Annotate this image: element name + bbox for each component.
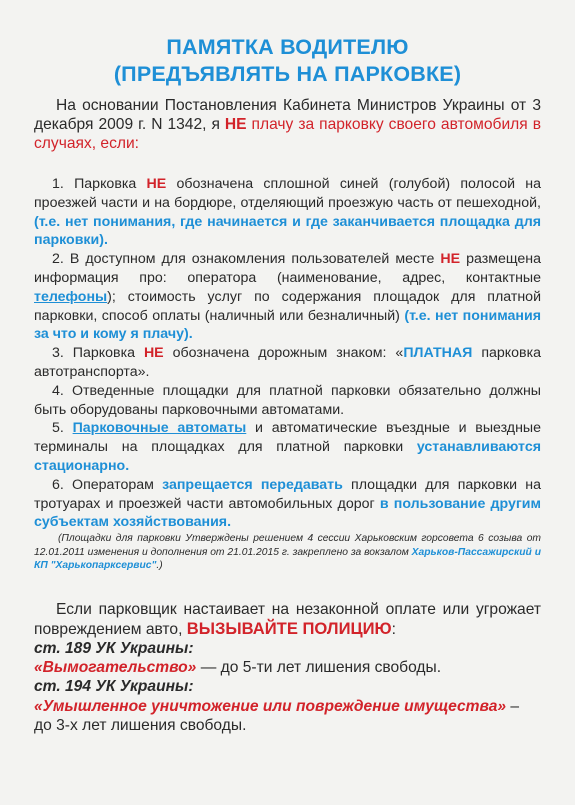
list-item-4: 4. Отведенные площадки для платной парковки обязательно должны быть оборудованы парковочными автоматами. [34,382,541,418]
intro-paragraph [34,96,541,153]
intro-text: На основании Постановления Кабинета Министров Украины от 3 декабря 2009 г. N 1342, я [34,97,541,133]
conditions-list [34,175,541,573]
phones-highlight: телефоны [34,288,108,305]
title-line-1: ПАМЯТКА ВОДИТЕЛЮ [166,35,409,59]
police-paragraph: Если парковщик настаивает на незаконной оплате или угрожает повреждением авто, ВЫЗЫВАЙТЕ ПОЛИЦИЮ: [34,600,541,638]
list-item-3: 3. Парковка НЕ обозначена дорожным знаком: «ПЛАТНАЯ парковка автотранспорта». [34,345,541,380]
intro-ne: НЕ [224,116,247,133]
list-item-6: 6. Операторам запрещается передавать площадки для парковки на тротуарах и проезжей части автомобильных дорог в пользование другим субъектам хозяйствования. [34,476,542,531]
article-194: ст. 194 УК Украины: [34,678,194,696]
article-189: ст. 189 УК Украины: [34,640,194,658]
police-section [34,600,541,735]
list-item-1: 1. Парковка НЕ обозначена сплошной синей (голубой) полосой на проезжей части и на бордюре, отделяющий проезжую часть от пешеходной, (т.е. нет понимания, где начинается и где заканчивается площадка для парковки). [34,176,541,249]
memo-title [34,34,541,88]
title-line-2: (ПРЕДЪЯВЛЯТЬ НА ПАРКОВКЕ) [113,62,462,86]
intro-text-red: плачу за парковку своего автомобиля в случаях, если: [34,116,541,152]
list-item-5: 5. Парковочные автоматы и автоматические въездные и выездные терминалы на площадках для платной парковки устанавливаются стационарно. [34,420,542,474]
list-item-2: 2. В доступном для ознакомления пользователей месте НЕ размещена информация про: оператора (наименование, адрес, контактные телефоны); стоимость услуг по содержания площадок для платной парковки, способ оплаты (наличный или безналичный) (т.е. нет понимания за что и кому я плачу). [34,251,542,343]
legal-note: (Площадки для парковки Утверждены решением 4 сессии Харьковским горсовета 6 созыва от 12.01.2011 изменения и дополнения от 21.01.2015 г. закреплено за вокзалом Харьков-Пассажирский и КП "Харькопарксервис".) [34,533,541,572]
article-194-text: «Умышленное уничтожение или повреждение имущества» – до 3-х лет лишения свободы. [34,697,520,734]
call-police-text: ВЫЗЫВАЙТЕ ПОЛИЦИЮ [186,618,392,638]
article-189-text: «Вымогательство» — до 5-ти лет лишения свободы. [34,659,442,677]
